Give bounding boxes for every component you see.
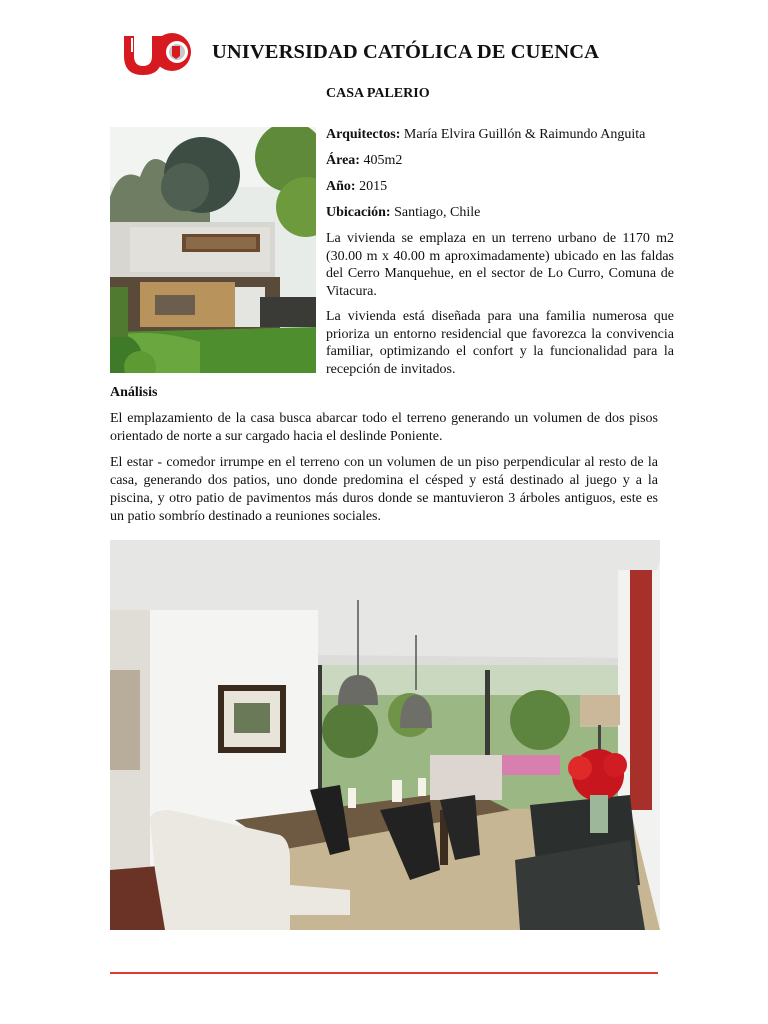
location-value: Santiago, Chile (390, 205, 481, 220)
house-exterior-photo (110, 127, 316, 373)
location-line (326, 204, 674, 222)
year-label: Año: (326, 179, 356, 194)
analysis-heading: Análisis (110, 385, 158, 400)
architects-line (326, 126, 674, 144)
year-line (326, 178, 674, 196)
project-info (326, 126, 674, 386)
document-title: CASA PALERIO (326, 86, 430, 101)
analysis-paragraph-2: El estar - comedor irrumpe en el terreno con un volumen de un piso perpendicular al resto de la casa, generando dos patios, uno donde predomina el césped y está destinado al juego y a la piscina, y otro patio de pavimentos más duros donde se mantuvieron 3 árboles antiguos, este es un patio sombrío destinado a reuniones sociales. (110, 455, 658, 524)
university-name: UNIVERSIDAD CATÓLICA DE CUENCA (212, 41, 600, 63)
area-line (326, 152, 674, 170)
dining-room-photo (110, 540, 660, 930)
footer-divider (110, 972, 658, 974)
analysis-paragraph-1: El emplazamiento de la casa busca abarcar todo el terreno generando un volumen de dos pisos orientado de norte a sur cargado hacia el deslinde Poniente. (110, 411, 658, 444)
area-label: Área: (326, 153, 360, 168)
year-value: 2015 (355, 179, 388, 194)
site-paragraph: La vivienda se emplaza en un terreno urbano de 1170 m2 (30.00 m x 40.00 m aproximadamente) ubicado en las faldas del Cerro Manquehue, en el sector de Lo Curro, Comuna de Vitacura. (326, 231, 674, 299)
architects-label: Arquitectos: (326, 127, 401, 142)
document-header (122, 32, 682, 76)
location-label: Ubicación: (326, 205, 391, 220)
university-logo (122, 32, 196, 76)
area-value: 405m2 (359, 153, 403, 168)
architects-value: María Elvira Guillón & Raimundo Anguita (400, 127, 646, 142)
design-paragraph: La vivienda está diseñada para una familia numerosa que prioriza un entorno residencial que favorezca la convivencia familiar, optimizando el confort y la funcionalidad para la recepción de invitados. (326, 309, 674, 377)
analysis-section (110, 384, 658, 534)
